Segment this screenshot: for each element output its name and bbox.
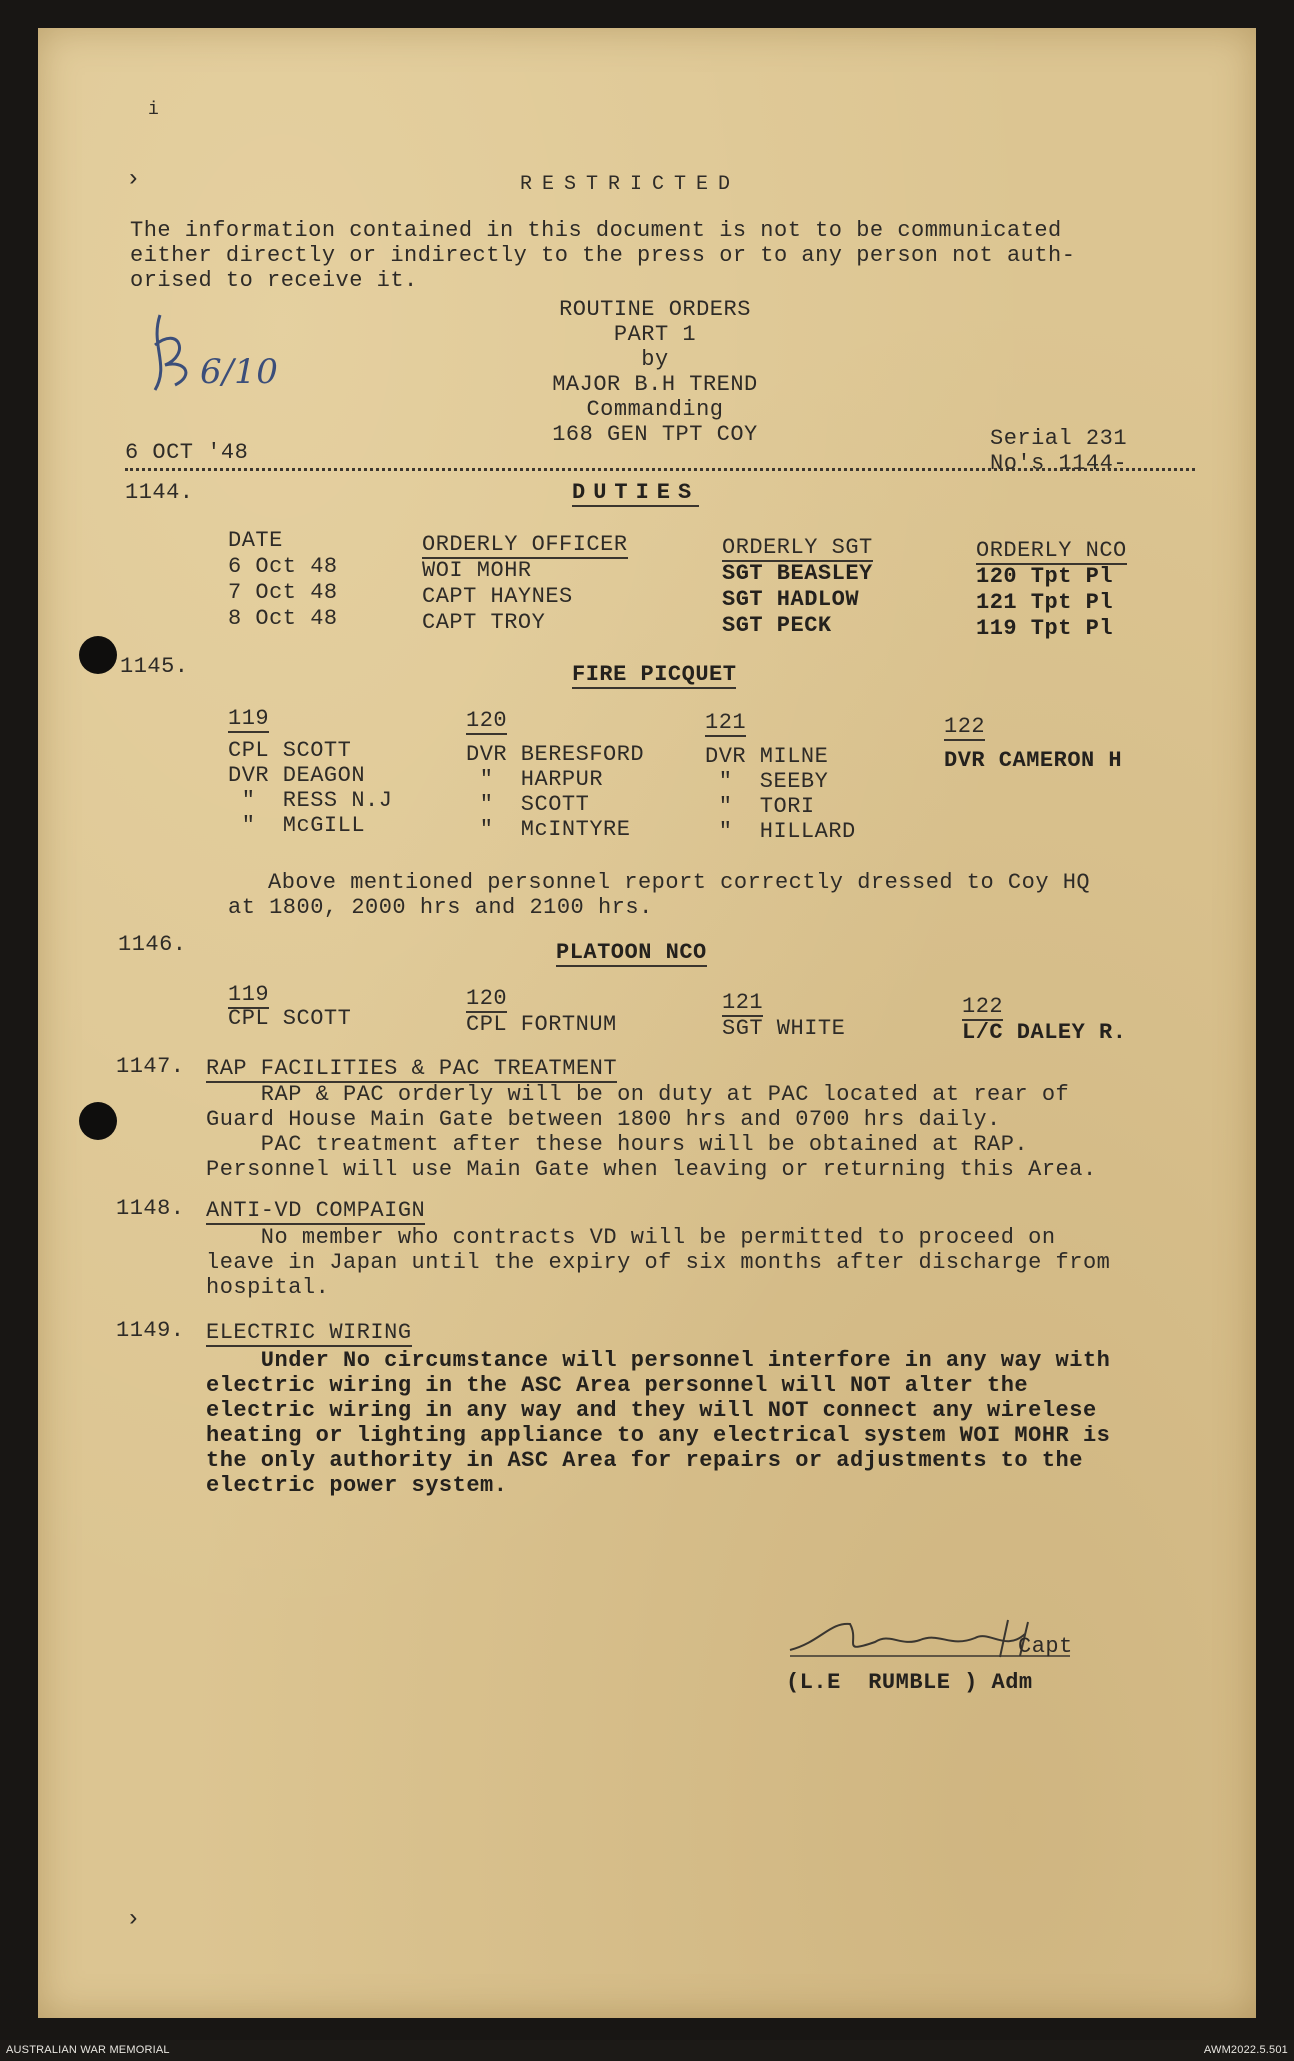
duties-date: 6 Oct 48 bbox=[228, 554, 338, 579]
section-heading: FIRE PICQUET bbox=[572, 662, 737, 687]
duties-sgt: SGT BEASLEY bbox=[722, 561, 873, 586]
section-heading: DUTIES bbox=[572, 480, 700, 505]
footer-left: AUSTRALIAN WAR MEMORIAL bbox=[6, 2044, 170, 2056]
classification: RESTRICTED bbox=[519, 173, 741, 196]
nco-name: L/C DALEY R. bbox=[962, 1020, 1127, 1045]
section-heading: ANTI-VD COMPAIGN bbox=[206, 1198, 426, 1223]
paragraph-line: heating or lighting appliance to any electrical system WOI MOHR is bbox=[206, 1423, 1111, 1448]
paragraph-line: hospital. bbox=[206, 1275, 330, 1300]
duties-officer: CAPT HAYNES bbox=[422, 584, 573, 609]
notice-line: orised to receive it. bbox=[130, 268, 418, 293]
paragraph-line: RAP & PAC orderly will be on duty at PAC located at rear of bbox=[206, 1082, 1070, 1107]
numbers-range: No's 1144- bbox=[990, 451, 1128, 476]
duties-nco: 121 Tpt Pl bbox=[976, 590, 1114, 615]
section-heading: RAP FACILITIES & PAC TREATMENT bbox=[206, 1056, 618, 1081]
duties-date: 8 Oct 48 bbox=[228, 606, 338, 631]
paragraph-line: PAC treatment after these hours will be obtained at RAP. bbox=[206, 1132, 1029, 1157]
picquet-member: DVR CAMERON H bbox=[944, 748, 1123, 773]
order-number: 1144. bbox=[125, 480, 194, 505]
notice-line: The information contained in this document is not to be communicated bbox=[130, 218, 1062, 243]
picquet-platoon: 122 bbox=[944, 714, 986, 739]
paragraph-line: Guard House Main Gate between 1800 hrs and 0700 hrs daily. bbox=[206, 1107, 1001, 1132]
order-number: 1149. bbox=[116, 1318, 185, 1343]
title-line: PART 1 bbox=[613, 322, 697, 347]
duties-officer: CAPT TROY bbox=[422, 610, 546, 635]
picquet-platoon: 119 bbox=[228, 706, 270, 731]
duties-nco: 119 Tpt Pl bbox=[976, 616, 1114, 641]
paragraph-line: Personnel will use Main Gate when leaving or returning this Area. bbox=[206, 1157, 1097, 1182]
margin-mark: › bbox=[126, 1906, 141, 1933]
picquet-member: " HILLARD bbox=[705, 819, 856, 844]
picquet-member: " HARPUR bbox=[466, 767, 604, 792]
punch-hole-bottom bbox=[79, 1102, 117, 1140]
picquet-note-line: Above mentioned personnel report correctly dressed to Coy HQ bbox=[268, 870, 1091, 895]
order-number: 1145. bbox=[120, 654, 189, 679]
picquet-member: " TORI bbox=[705, 794, 815, 819]
paragraph-line: Under No circumstance will personnel interfore in any way with bbox=[206, 1348, 1111, 1373]
punch-hole-top bbox=[79, 636, 117, 674]
section-heading: ELECTRIC WIRING bbox=[206, 1320, 412, 1345]
signature-rank: Capt bbox=[1018, 1634, 1073, 1659]
nco-platoon: 119 bbox=[228, 982, 270, 1007]
title-line: Commanding bbox=[586, 397, 724, 422]
title-line: 168 GEN TPT COY bbox=[552, 422, 758, 447]
title-line: by bbox=[641, 347, 669, 372]
duties-officer: WOI MOHR bbox=[422, 558, 532, 583]
picquet-member: " SEEBY bbox=[705, 769, 829, 794]
paragraph-line: leave in Japan until the expiry of six months after discharge from bbox=[206, 1250, 1111, 1275]
nco-name: CPL FORTNUM bbox=[466, 1012, 617, 1037]
margin-mark: › bbox=[126, 166, 141, 193]
duties-sgt: SGT HADLOW bbox=[722, 587, 860, 612]
picquet-platoon: 121 bbox=[705, 710, 747, 735]
dotted-divider bbox=[125, 468, 1195, 471]
section-heading: PLATOON NCO bbox=[556, 940, 707, 965]
picquet-platoon: 120 bbox=[466, 708, 508, 733]
title-line: MAJOR B.H TREND bbox=[552, 372, 758, 397]
initials-stamp: 6/10 bbox=[200, 352, 279, 392]
paragraph-line: No member who contracts VD will be permitted to proceed on bbox=[206, 1225, 1056, 1250]
duties-column-sgt: ORDERLY SGT bbox=[722, 535, 873, 560]
duties-column-nco: ORDERLY NCO bbox=[976, 538, 1127, 563]
picquet-member: " McINTYRE bbox=[466, 817, 631, 842]
nco-name: CPL SCOTT bbox=[228, 1006, 352, 1031]
nco-platoon: 120 bbox=[466, 986, 508, 1011]
initials-scrawl-icon bbox=[140, 305, 210, 395]
picquet-member: " SCOTT bbox=[466, 792, 590, 817]
picquet-member: DVR DEAGON bbox=[228, 763, 366, 788]
picquet-member: " RESS N.J bbox=[228, 788, 393, 813]
duties-column-date: DATE bbox=[228, 528, 283, 553]
duties-column-officer: ORDERLY OFFICER bbox=[422, 532, 628, 557]
nco-name: SGT WHITE bbox=[722, 1016, 846, 1041]
picquet-member: CPL SCOTT bbox=[228, 738, 352, 763]
paragraph-line: electric wiring in the ASC Area personnel will NOT alter the bbox=[206, 1373, 1029, 1398]
margin-mark: i bbox=[148, 100, 159, 120]
picquet-member: " McGILL bbox=[228, 813, 366, 838]
signature-name: (L.E RUMBLE ) Adm bbox=[786, 1670, 1033, 1695]
picquet-note-line: at 1800, 2000 hrs and 2100 hrs. bbox=[228, 895, 653, 920]
order-number: 1148. bbox=[116, 1196, 185, 1221]
title-line: ROUTINE ORDERS bbox=[559, 297, 751, 322]
duties-date: 7 Oct 48 bbox=[228, 580, 338, 605]
nco-platoon: 122 bbox=[962, 994, 1004, 1019]
duties-nco: 120 Tpt Pl bbox=[976, 564, 1114, 589]
order-date: 6 OCT '48 bbox=[125, 440, 249, 465]
paragraph-line: the only authority in ASC Area for repairs or adjustments to the bbox=[206, 1448, 1083, 1473]
order-number: 1146. bbox=[118, 932, 187, 957]
order-number: 1147. bbox=[116, 1054, 185, 1079]
paragraph-line: electric wiring in any way and they will NOT connect any wirelese bbox=[206, 1398, 1097, 1423]
picquet-member: DVR BERESFORD bbox=[466, 742, 645, 767]
serial-number: Serial 231 bbox=[990, 426, 1128, 451]
nco-platoon: 121 bbox=[722, 990, 764, 1015]
paragraph-line: electric power system. bbox=[206, 1473, 508, 1498]
notice-line: either directly or indirectly to the press or to any person not auth- bbox=[130, 243, 1076, 268]
picquet-member: DVR MILNE bbox=[705, 744, 829, 769]
footer-right: AWM2022.5.501 bbox=[1203, 2044, 1288, 2056]
duties-sgt: SGT PECK bbox=[722, 613, 832, 638]
